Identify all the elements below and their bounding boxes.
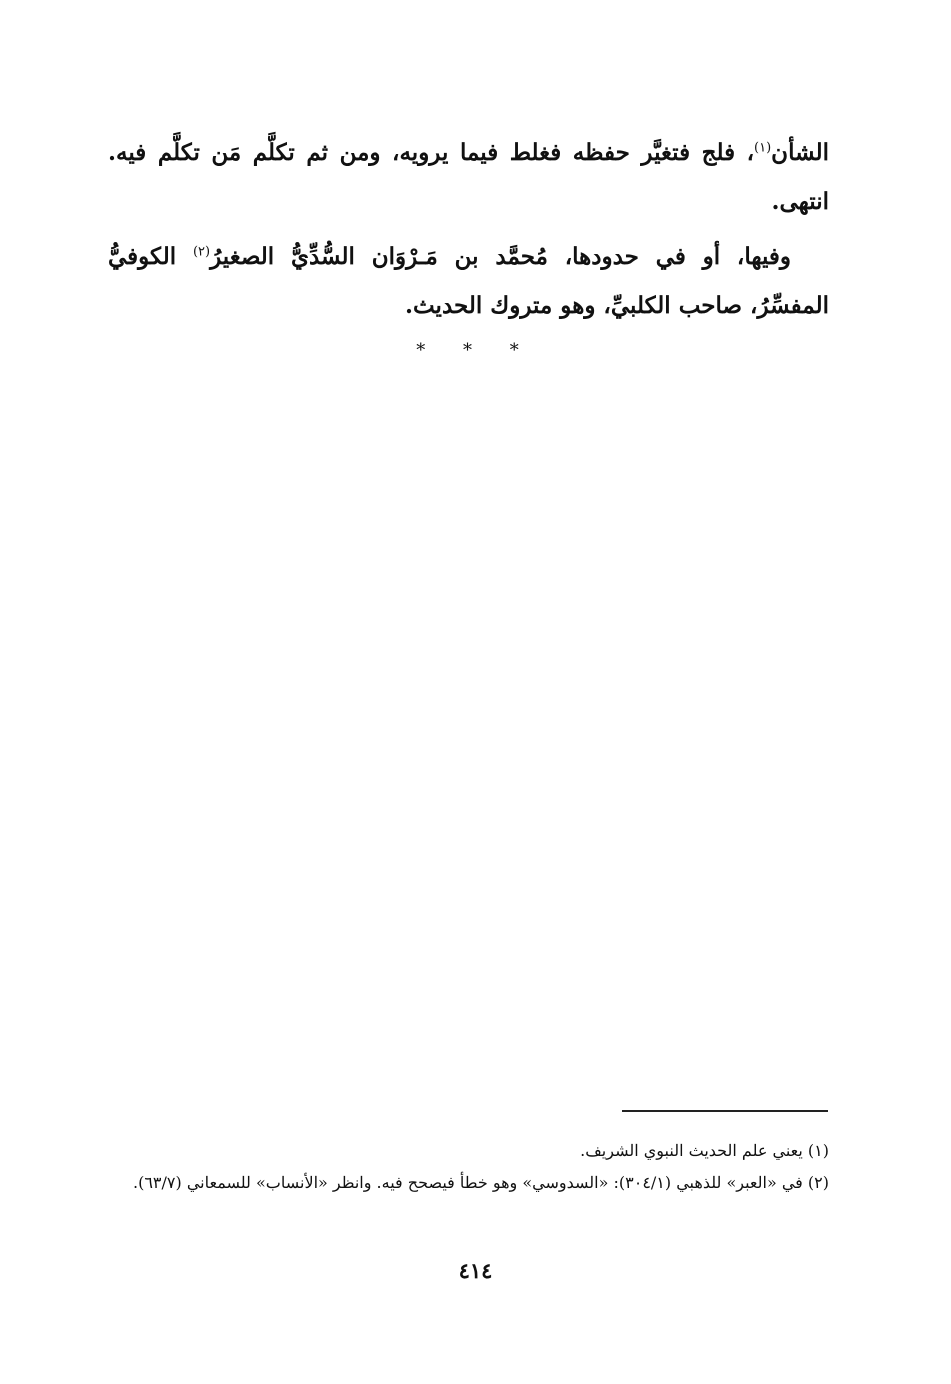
paragraph-1 — [108, 128, 829, 226]
footnote-ref-1: (١) — [754, 140, 772, 156]
paragraph-2 — [108, 232, 829, 330]
footnote-2: (٢) في «العبر» للذهبي (٣٠٤/١): «السدوسي» وهو خطأ فيصحح فيه. وانظر «الأنساب» للسمعاني (٦٣/٧). — [133, 1173, 829, 1192]
paragraph-2-text-end: الكوفيُّ المفسِّرُ، صاحب الكلبيِّ، وهو متروك الحديث. — [108, 243, 829, 319]
footnote-divider — [622, 1110, 828, 1112]
footnote-ref-2: (٢) — [192, 244, 211, 260]
paragraph-2-text-start: وفيها، أو في حدودها، مُحمَّد بن مَـرْوَان السُّدِّيُّ الصغيرُ — [210, 243, 792, 270]
section-separator: * * * — [416, 340, 535, 361]
paragraph-1-text-start: الشأن — [771, 139, 829, 166]
main-text — [108, 128, 829, 330]
paragraph-1-text-end: ، فلج فتغيَّر حفظه فغلط فيما يرويه، ومن ثم تكلَّم مَن تكلَّم فيه. انتهى. — [108, 139, 829, 215]
page-number: ٤١٤ — [458, 1258, 493, 1283]
footnotes — [110, 1136, 829, 1200]
footnote-1: (١) يعني علم الحديث النبوي الشريف. — [580, 1141, 829, 1160]
